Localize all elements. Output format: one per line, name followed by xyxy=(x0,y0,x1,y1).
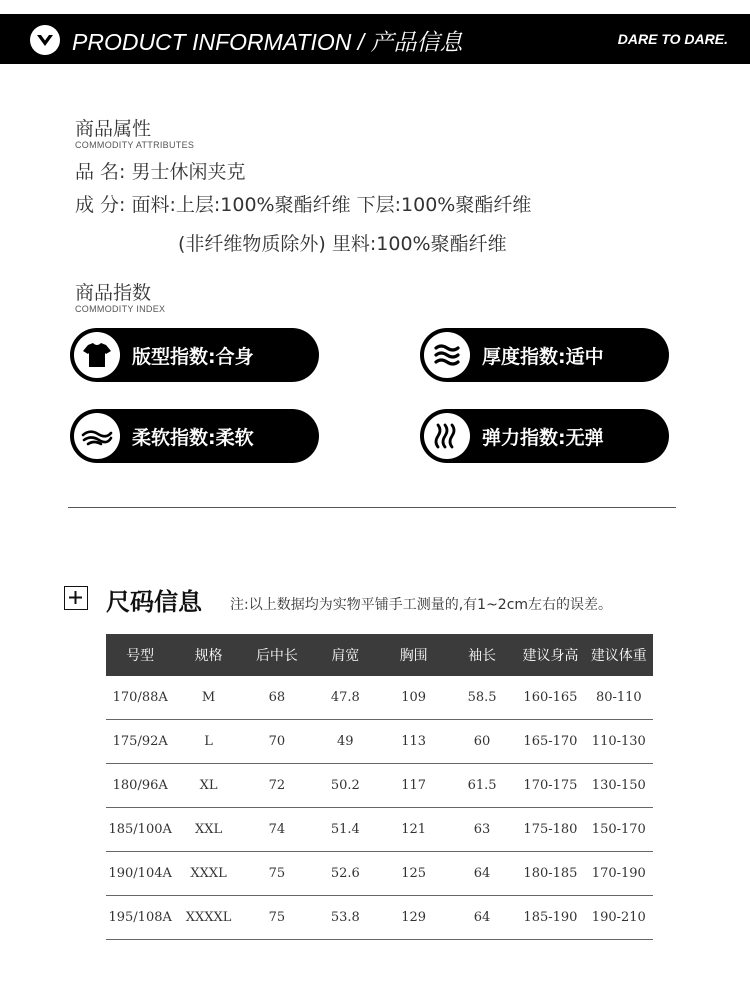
table-cell: 58.5 xyxy=(448,676,516,720)
table-cell: 130-150 xyxy=(585,764,653,808)
index-pill-fit xyxy=(70,328,319,382)
index-pill-softness xyxy=(70,409,319,463)
size-note: 注:以上数据均为实物平铺手工测量的,有1~2cm左右的误差。 xyxy=(230,597,613,613)
table-cell: 125 xyxy=(380,852,448,896)
table-cell: 165-170 xyxy=(516,720,584,764)
table-cell: 74 xyxy=(243,808,311,852)
table-cell: XXXL xyxy=(174,852,242,896)
product-name: 品 名: 男士休闲夹克 xyxy=(75,161,246,183)
table-cell: 64 xyxy=(448,896,516,940)
table-cell: M xyxy=(174,676,242,720)
header-cell: 建议身高 xyxy=(516,634,584,676)
section-divider xyxy=(68,507,676,508)
header-slogan: DARE TO DARE. xyxy=(617,31,728,47)
table-cell: 47.8 xyxy=(311,676,379,720)
table-cell: 109 xyxy=(380,676,448,720)
table-cell: 70 xyxy=(243,720,311,764)
table-cell: 75 xyxy=(243,852,311,896)
table-cell: 160-165 xyxy=(516,676,584,720)
index-title: 商品指数 xyxy=(75,282,152,304)
chevron-down-icon xyxy=(30,25,60,55)
table-cell: 80-110 xyxy=(585,676,653,720)
table-cell: 185-190 xyxy=(516,896,584,940)
header-cell: 规格 xyxy=(174,634,242,676)
table-cell: 53.8 xyxy=(311,896,379,940)
index-label-softness: 柔软指数:柔软 xyxy=(132,427,254,449)
table-cell: 117 xyxy=(380,764,448,808)
table-cell: 180-185 xyxy=(516,852,584,896)
table-cell: 185/100A xyxy=(106,808,174,852)
elastic-icon xyxy=(424,413,470,459)
header-cell: 袖长 xyxy=(448,634,516,676)
header-cell: 后中长 xyxy=(243,634,311,676)
plus-icon xyxy=(64,586,88,610)
table-cell: 60 xyxy=(448,720,516,764)
table-cell: 64 xyxy=(448,852,516,896)
attributes-title: 商品属性 xyxy=(75,118,152,140)
table-row xyxy=(106,764,653,808)
header-cell: 号型 xyxy=(106,634,174,676)
table-cell: 113 xyxy=(380,720,448,764)
table-cell: 180/96A xyxy=(106,764,174,808)
table-cell: 72 xyxy=(243,764,311,808)
table-cell: XXXXL xyxy=(174,896,242,940)
table-cell: 51.4 xyxy=(311,808,379,852)
composition-line-2: (非纤维物质除外) 里料:100%聚酯纤维 xyxy=(178,233,507,255)
table-cell: 175-180 xyxy=(516,808,584,852)
table-cell: 63 xyxy=(448,808,516,852)
header-cell: 胸围 xyxy=(380,634,448,676)
table-cell: 68 xyxy=(243,676,311,720)
table-cell: 190/104A xyxy=(106,852,174,896)
table-cell: 121 xyxy=(380,808,448,852)
table-cell: 195/108A xyxy=(106,896,174,940)
index-pill-thickness xyxy=(420,328,669,382)
table-row xyxy=(106,896,653,940)
attributes-subtitle: COMMODITY ATTRIBUTES xyxy=(75,140,195,150)
table-cell: 75 xyxy=(243,896,311,940)
composition-line-1: 成 分: 面料:上层:100%聚酯纤维 下层:100%聚酯纤维 xyxy=(75,194,532,216)
size-table xyxy=(106,634,653,940)
table-cell: XL xyxy=(174,764,242,808)
layers-icon xyxy=(424,332,470,378)
table-row xyxy=(106,720,653,764)
table-row xyxy=(106,676,653,720)
table-row xyxy=(106,808,653,852)
index-subtitle: COMMODITY INDEX xyxy=(75,304,166,314)
size-title: 尺码信息 xyxy=(106,588,202,616)
table-cell: 190-210 xyxy=(585,896,653,940)
header-title: PRODUCT INFORMATION / 产品信息 xyxy=(72,29,463,55)
table-cell: 175/92A xyxy=(106,720,174,764)
header-bar xyxy=(0,14,750,64)
table-cell: 150-170 xyxy=(585,808,653,852)
index-label-thickness: 厚度指数:适中 xyxy=(482,346,604,368)
table-cell: 110-130 xyxy=(585,720,653,764)
header-cell: 肩宽 xyxy=(311,634,379,676)
table-cell: 129 xyxy=(380,896,448,940)
index-pill-elasticity xyxy=(420,409,669,463)
size-table-header xyxy=(106,634,653,676)
index-label-fit: 版型指数:合身 xyxy=(132,346,254,368)
table-cell: 170-190 xyxy=(585,852,653,896)
header-cell: 建议体重 xyxy=(585,634,653,676)
table-cell: 50.2 xyxy=(311,764,379,808)
table-row xyxy=(106,852,653,896)
feather-icon xyxy=(74,413,120,459)
table-cell: 170-175 xyxy=(516,764,584,808)
table-cell: L xyxy=(174,720,242,764)
table-cell: 61.5 xyxy=(448,764,516,808)
index-label-elasticity: 弹力指数:无弹 xyxy=(482,427,604,449)
table-cell: XXL xyxy=(174,808,242,852)
tshirt-icon xyxy=(74,332,120,378)
table-cell: 52.6 xyxy=(311,852,379,896)
table-cell: 170/88A xyxy=(106,676,174,720)
table-cell: 49 xyxy=(311,720,379,764)
